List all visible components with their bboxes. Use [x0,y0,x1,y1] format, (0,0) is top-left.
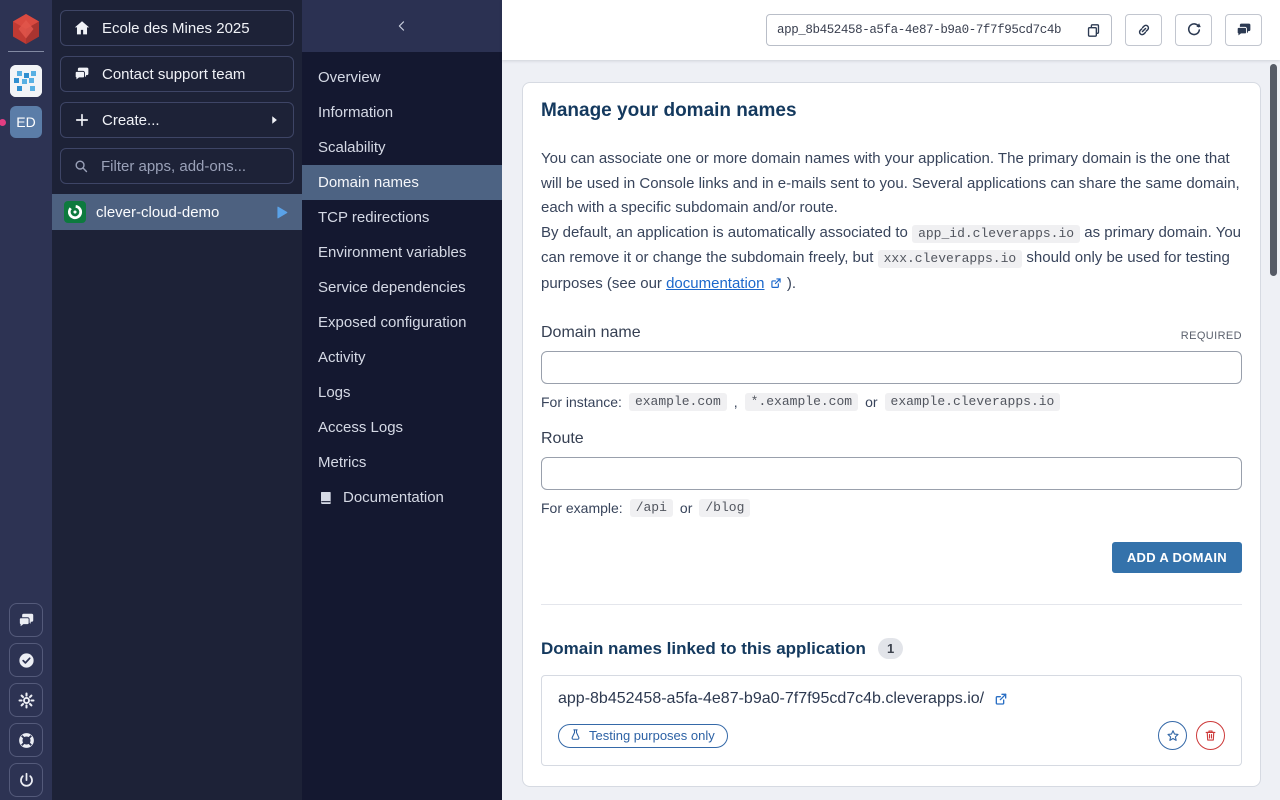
collapse-nav-button[interactable] [302,0,502,52]
domain-hint [541,393,1242,411]
org-home-label: Ecole des Mines 2025 [102,19,250,37]
intro-paragraph-1 [541,147,1242,221]
add-domain-button[interactable]: ADD A DOMAIN [1112,542,1242,573]
example-domain-1: example.com [629,393,727,411]
restart-app-button[interactable] [1175,14,1212,46]
trash-icon [1203,728,1218,743]
nav-item-label: Environment variables [318,244,467,261]
domain-link-button[interactable] [1125,14,1162,46]
domain-name-input[interactable] [541,351,1242,384]
linked-domains-header [541,638,1242,659]
nav-item-label: Overview [318,69,381,86]
hint-prefix: For example: [541,500,623,516]
search-icon [73,158,90,175]
organisation-panel [52,0,302,800]
nav-item-label: Exposed configuration [318,314,467,331]
app-runtime-icon [64,201,86,223]
domain-entry-footer [558,721,1225,750]
nav-item-label: Logs [318,384,351,401]
nav-item-scalability[interactable] [302,130,502,165]
clever-cloud-logo-icon[interactable] [10,13,42,45]
app-id-input[interactable] [777,23,1076,37]
separator: or [865,394,878,410]
help-button[interactable] [9,723,43,757]
rail-bottom-actions [9,603,43,800]
organisation-avatar[interactable]: ED [10,106,42,138]
page-title: Manage your domain names [541,100,797,121]
nav-item-label: Service dependencies [318,279,466,296]
nav-item-label: Domain names [318,174,419,191]
intro-text: By default, an application is automatically associated to [541,223,908,241]
status-button[interactable] [9,643,43,677]
route-field-header [541,430,1242,448]
app-name-label: clever-cloud-demo [96,203,220,221]
flask-icon [568,728,583,743]
domain-entry-url-row [558,690,1225,708]
example-domain-3: example.cleverapps.io [885,393,1061,411]
intro-text: ). [786,274,796,292]
topbar [502,0,1280,60]
domain-name-label: Domain name [541,324,641,341]
intro-text: You can associate one or more domain names with your application. The primary domain is the one that will be used in Console links and in e-mails sent to you. Several applications can share the same domain, each with a specific subdomain and/or route. [541,150,1240,216]
documentation-link[interactable]: documentation [666,274,765,292]
main-content [502,0,1280,800]
power-icon [17,771,36,790]
make-primary-star-button[interactable] [1158,721,1187,750]
nav-item-tcp-redirections[interactable] [302,200,502,235]
separator: or [679,500,693,516]
example-domain-2: *.example.com [745,393,858,411]
org-home-button[interactable] [60,10,294,46]
testing-purposes-label: Testing purposes only [589,727,715,743]
nav-item-activity[interactable] [302,340,502,375]
gear-icon [17,691,36,710]
intro-text: as primary domain. You can remove it or change the subdomain freely, but [541,223,1242,266]
submenu-caret-icon [267,113,281,127]
logout-button[interactable] [9,763,43,797]
code-xxx-domain: xxx.cleverapps.io [878,250,1023,268]
workspace-avatar[interactable] [10,65,42,97]
nav-item-label: Metrics [318,454,367,471]
book-icon [318,490,334,506]
external-link-icon [769,276,783,290]
testing-purposes-badge [558,724,728,748]
nav-item-label: Scalability [318,139,386,156]
lifebuoy-icon [17,731,36,750]
chat-bubbles-icon [73,65,91,83]
create-label: Create... [102,111,160,129]
icon-rail [0,0,52,800]
plus-icon [73,111,91,129]
app-id-field [766,14,1112,46]
nav-item-label: TCP redirections [318,209,430,226]
create-button[interactable] [60,102,294,138]
check-circle-icon [17,651,36,670]
nav-item-label: Information [318,104,394,121]
intro-paragraph-2 [541,221,1242,297]
nav-item-label: Documentation [343,489,444,506]
refresh-icon [1185,21,1203,39]
route-label: Route [541,430,584,447]
home-icon [73,19,91,37]
separator: , [733,394,738,410]
nav-item-documentation[interactable] [302,480,502,515]
linked-domains-count-badge: 1 [878,638,903,659]
contact-support-button[interactable] [60,56,294,92]
feedback-chat-button[interactable] [9,603,43,637]
route-hint [541,499,1242,517]
chat-bubbles-icon [1235,21,1253,39]
active-org-dot [0,119,6,126]
nav-list [302,52,502,515]
nav-item-exposed-configuration[interactable] [302,305,502,340]
star-icon [1165,728,1181,744]
copy-icon [1085,22,1102,39]
nav-item-metrics[interactable] [302,445,502,480]
console-chat-button[interactable] [1225,14,1262,46]
example-route-2: /blog [699,499,750,517]
nav-item-environment-variables[interactable] [302,235,502,270]
required-badge: REQUIRED [1180,330,1242,342]
filter-apps-input[interactable] [101,158,300,175]
chat-bubbles-icon [17,611,36,630]
contact-support-label: Contact support team [102,65,246,83]
domain-entry-actions [1158,721,1225,750]
domain-field-header [541,324,1242,342]
nav-item-overview[interactable] [302,60,502,95]
linked-domains-title: Domain names linked to this application [541,638,866,658]
nav-item-access-logs[interactable] [302,410,502,445]
application-nav [302,0,502,800]
vertical-scrollbar-thumb[interactable] [1270,64,1277,276]
nav-item-logs[interactable] [302,375,502,410]
app-list-item-clever-cloud-demo[interactable] [52,194,302,230]
section-divider [541,604,1242,605]
settings-button[interactable] [9,683,43,717]
domain-entry-url: app-8b452458-a5fa-4e87-b9a0-7f7f95cd7c4b.cleverapps.io/ [558,690,985,707]
app-running-play-icon [273,204,290,221]
hint-prefix: For instance: [541,394,622,410]
delete-domain-button[interactable] [1196,721,1225,750]
code-app-id-domain: app_id.cleverapps.io [912,225,1080,243]
chevron-left-icon [393,17,411,35]
nav-item-label: Activity [318,349,366,366]
page-scroll-area [502,60,1280,800]
nav-item-information[interactable] [302,95,502,130]
copy-app-id-button[interactable] [1083,20,1104,41]
example-route-1: /api [630,499,673,517]
domain-entry [541,675,1242,766]
external-link-icon [993,691,1009,707]
open-domain-link[interactable] [993,691,1009,707]
route-input[interactable] [541,457,1242,490]
link-icon [1135,21,1153,39]
rail-divider [8,51,44,52]
nav-item-label: Access Logs [318,419,404,436]
nav-item-domain-names[interactable] [302,165,502,200]
manage-domains-card [522,82,1261,787]
intro-text: should only be used for testing purposes (see our [541,249,1230,292]
filter-apps-field [60,148,294,184]
nav-item-service-dependencies[interactable] [302,270,502,305]
